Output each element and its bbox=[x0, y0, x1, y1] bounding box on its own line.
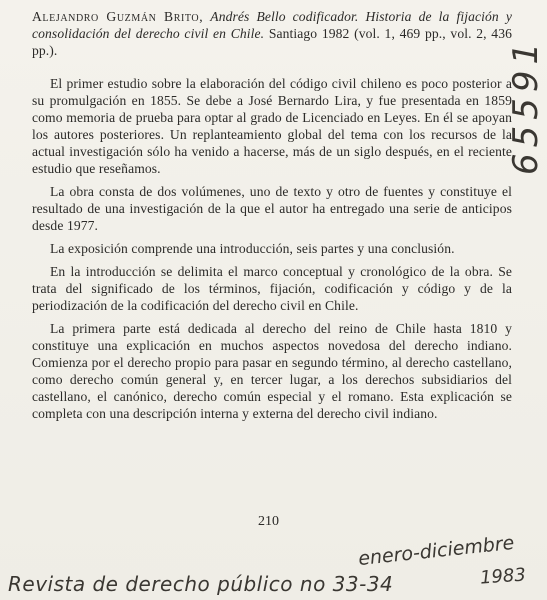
paragraph-4: En la introducción se delimita el marco conceptual y cronológico de la obra. Se trata del significado de los términos, fijación, codificación y código y de la periodización de la codificación del derecho civil en Chile. bbox=[32, 264, 512, 313]
paragraph-5: La primera parte está dedicada al derecho del reino de Chile hasta 1810 y constituye una explicación en muchos aspectos novedosa del derecho indiano. Comienza por el derecho propio para pasar en segundo término, al derecho castellano, como derecho común general y, en tercer lugar, a los derechos subsidiarios del castellano, el canónico, derecho común especial y el romano. Esta explicación se completa con una descripción interna y externa del derecho civil indiano. bbox=[32, 321, 512, 421]
handwritten-date: enero-diciembre bbox=[357, 531, 516, 571]
bibliographic-citation bbox=[32, 8, 512, 59]
handwritten-margin-number: 65591 bbox=[506, 36, 546, 175]
citation-details: Santiago 1982 (vol. 1, 469 pp., vol. 2, 436 pp.). bbox=[32, 26, 512, 58]
paragraph-1: El primer estudio sobre la elaboración del código civil chileno es poco posterior a su promulgación en 1855. Se debe a José Bernardo Lira, y fue presentada en 1859 como memoria de prueba para optar al grado de Licenciado en Leyes. En él se apoyan los autores posteriores. Un replanteamiento global del tema con los recursos de la actual investigación sólo ha venido a hacerse, más de un siglo después, en el reciente estudio que reseñamos. bbox=[32, 76, 512, 176]
paragraph-2: La obra consta de dos volúmenes, uno de texto y otro de fuentes y constituye el resultado de una investigación de la que el autor ha entregado una serie de anticipos desde 1977. bbox=[32, 184, 512, 233]
review-text bbox=[32, 8, 512, 428]
citation-title: Andrés Bello codificador. Historia de la fijación y consolidación del derecho civil en Chile. bbox=[32, 9, 512, 41]
citation-author: Alejandro Guzmán Brito, bbox=[32, 9, 204, 24]
handwritten-journal-note: Revista de derecho público no 33-34 bbox=[8, 572, 394, 596]
paragraph-3: La exposición comprende una introducción, seis partes y una conclusión. bbox=[50, 241, 455, 256]
handwritten-year: 1983 bbox=[479, 564, 527, 589]
page-number: 210 bbox=[258, 514, 279, 529]
